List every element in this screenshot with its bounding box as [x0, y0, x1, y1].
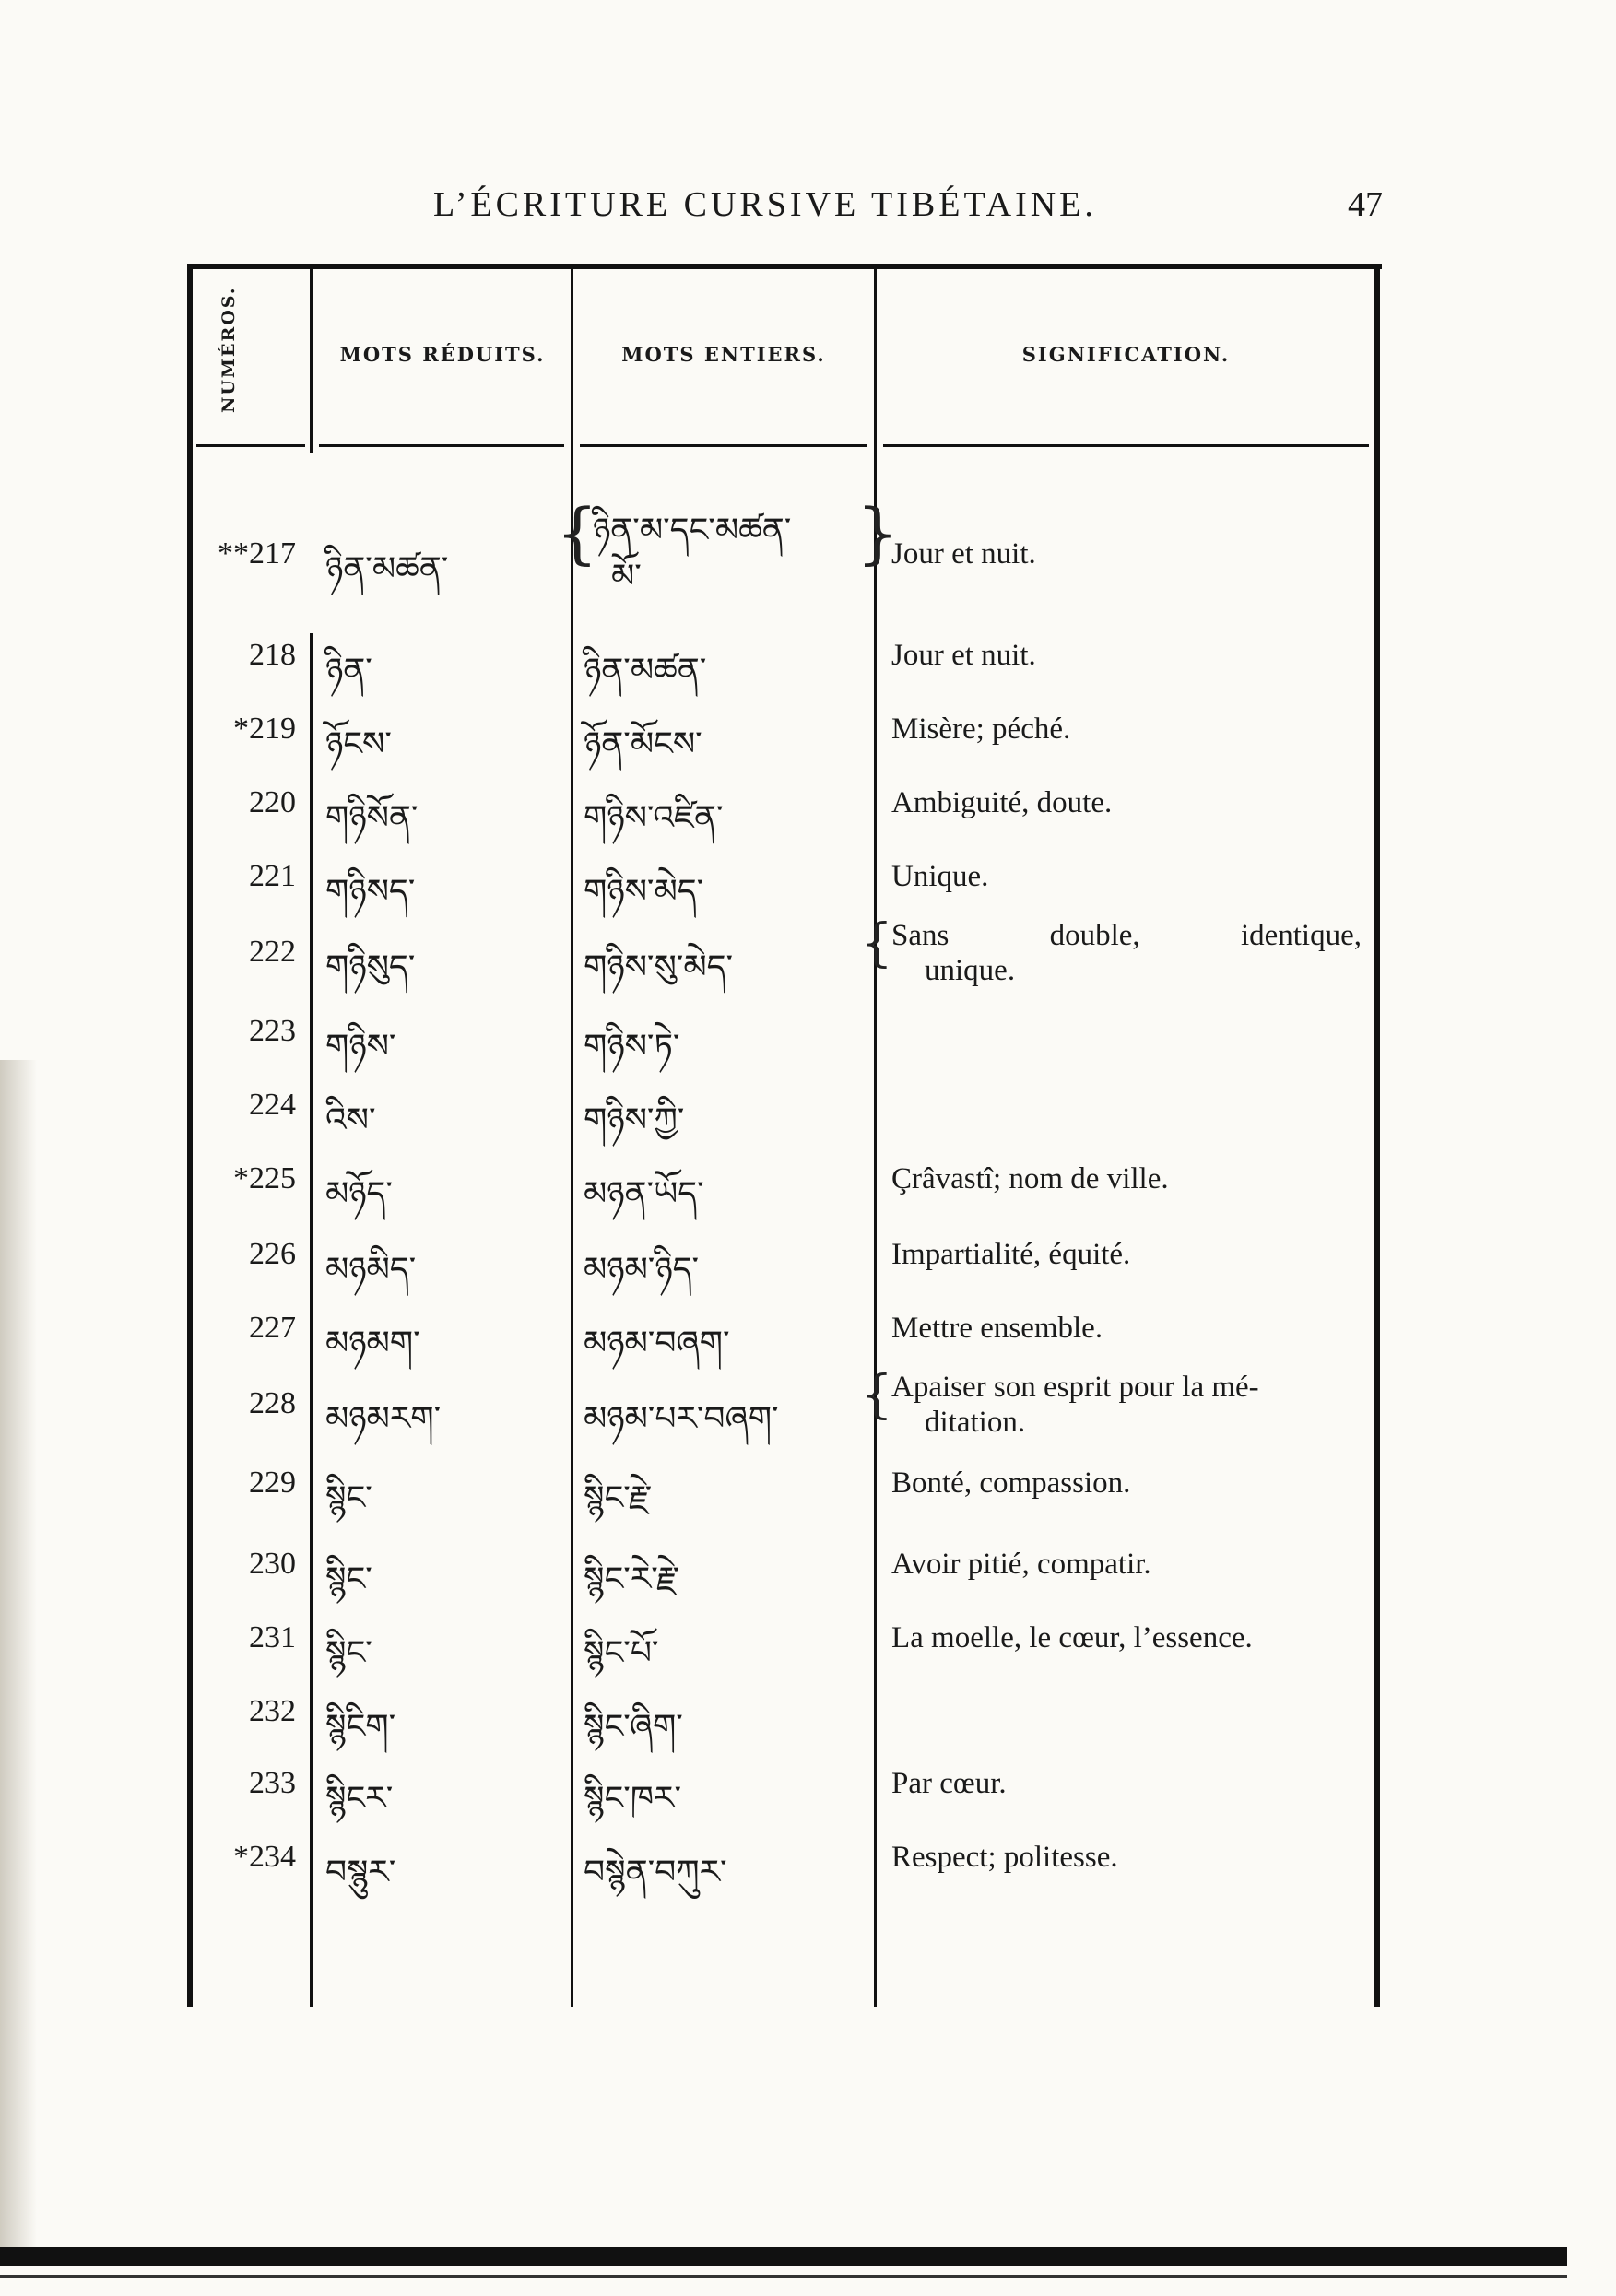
- full-word: སྙིང་ཞིག་: [584, 1708, 683, 1746]
- reduced-word: བསྙུར་: [325, 1854, 396, 1891]
- full-word: ཉོན་མོངས་: [584, 725, 702, 763]
- reduced-word: ཉིན་མཚན་: [325, 550, 449, 588]
- meaning: Unique.: [891, 860, 989, 893]
- meaning: Respect; politesse.: [891, 1841, 1118, 1874]
- meaning-continued: ditation.: [925, 1406, 1026, 1439]
- table-left-border: [187, 269, 193, 2007]
- meaning: Impartialité, équité.: [891, 1238, 1131, 1271]
- meaning: Par cœur.: [891, 1767, 1007, 1800]
- entry-number: 220: [249, 785, 296, 819]
- left-brace: {: [860, 1365, 893, 1425]
- entry-number: 230: [249, 1547, 296, 1581]
- full-word: མཉམ་ཉིད་: [584, 1251, 700, 1289]
- col-header-numeros: NUMÉROS.: [218, 286, 239, 413]
- entry-number: **217: [218, 536, 296, 571]
- meaning: Çrâvastî; nom de ville.: [891, 1162, 1169, 1195]
- entry-number: 226: [249, 1237, 296, 1271]
- full-word: ཉིན་མཚན་: [584, 652, 707, 689]
- entry-number: 228: [249, 1386, 296, 1420]
- entry-number: 232: [249, 1694, 296, 1728]
- header-rule-1: [196, 444, 305, 447]
- left-brace: {: [556, 494, 598, 571]
- full-word: གཉིས་འཛིན་: [584, 799, 724, 837]
- reduced-word: གཉིས་: [325, 1028, 396, 1066]
- meaning: Mettre ensemble.: [891, 1312, 1103, 1345]
- entry-number: *225: [233, 1161, 296, 1195]
- entry-number: 222: [249, 935, 296, 969]
- full-word: གཉིས་ཏེ་: [584, 1028, 680, 1066]
- reduced-word: འིས་: [325, 1101, 376, 1139]
- reduced-word: ཉོངས་: [325, 725, 392, 763]
- meaning-continued: unique.: [925, 954, 1016, 987]
- meaning: Ambiguité, doute.: [891, 786, 1113, 819]
- meaning: Bonté, compassion.: [891, 1466, 1131, 1500]
- entry-number: 224: [249, 1088, 296, 1122]
- reduced-word: སྙིངིག་: [325, 1708, 396, 1746]
- col-divider-1: [310, 269, 313, 453]
- entry-number: 221: [249, 859, 296, 893]
- meaning: Avoir pitié, compatir.: [891, 1548, 1151, 1581]
- full-word: མཉམ་བཞག་: [584, 1325, 730, 1362]
- meaning: Apaiser son esprit pour la mé-: [891, 1371, 1259, 1404]
- full-word-continued: མོ་: [611, 558, 642, 595]
- reduced-word: གཉིསུད་: [325, 948, 416, 986]
- full-word: སྙིང་པོ་: [584, 1634, 659, 1672]
- header-rule-3: [580, 444, 867, 447]
- reduced-word: མཉོད་: [325, 1175, 393, 1213]
- col-divider-1b: [310, 633, 313, 2007]
- header-rule-4: [883, 444, 1369, 447]
- reduced-word: ཉིན་: [325, 652, 372, 689]
- page-header: [0, 184, 1616, 240]
- entry-number: *234: [233, 1840, 296, 1874]
- entry-number: 231: [249, 1620, 296, 1654]
- entry-number: *219: [233, 712, 296, 746]
- full-word: གཉིས་མེད་: [584, 873, 704, 911]
- full-word: ཉིན་མ་དང་མཚན་: [593, 512, 792, 549]
- full-word: བསྙེན་བཀུར་: [584, 1854, 727, 1891]
- reduced-word: མཉམིད་: [325, 1251, 417, 1289]
- entry-number: 227: [249, 1311, 296, 1345]
- meaning: Jour et nuit.: [891, 639, 1036, 672]
- col-header-signification: SIGNIFICATION.: [1021, 343, 1231, 366]
- reduced-word: མཉམརག་: [325, 1400, 442, 1438]
- running-title: L’ÉCRITURE CURSIVE TIBÉTAINE.: [433, 185, 1097, 224]
- reduced-word: སྙིང་: [325, 1634, 372, 1672]
- page-number: 47: [1348, 185, 1383, 224]
- full-word: སྙིང་ཁར་: [584, 1780, 682, 1818]
- right-brace: }: [856, 494, 899, 571]
- entry-number: 218: [249, 638, 296, 672]
- meaning: La moelle, le cœur, l’essence.: [891, 1621, 1253, 1654]
- meaning: Jour et nuit.: [891, 537, 1036, 571]
- col-header-reduits: MOTS RÉDUITS.: [339, 343, 546, 366]
- col-header-entiers: MOTS ENTIERS.: [621, 343, 826, 366]
- full-word: མཉན་ཡོད་: [584, 1175, 704, 1213]
- entry-number: 223: [249, 1014, 296, 1048]
- entry-number: 233: [249, 1766, 296, 1800]
- meaning: Sans double, identique,: [891, 919, 1362, 952]
- left-brace: {: [860, 913, 893, 973]
- reduced-word: སྙིང་: [325, 1560, 372, 1598]
- page-spine-shadow: [0, 1060, 37, 2258]
- page-bottom-bar: [0, 2247, 1567, 2266]
- reduced-word: སྙིངར་: [325, 1780, 394, 1818]
- reduced-word: གཉིསོན་: [325, 799, 419, 837]
- full-word: མཉམ་པར་བཞག་: [584, 1400, 779, 1438]
- table-right-border: [1374, 269, 1380, 2007]
- word-table: [187, 264, 1382, 2007]
- reduced-word: སྙིང་: [325, 1479, 372, 1517]
- full-word: གཉིས་སུ་མེད་: [584, 948, 734, 986]
- reduced-word: གཉིསད་: [325, 873, 416, 911]
- meaning: Misère; péché.: [891, 712, 1071, 746]
- full-word: གཉིས་ཀྱི་: [584, 1101, 685, 1139]
- full-word: སྙིང་རྗེ་: [584, 1479, 653, 1517]
- entry-number: 229: [249, 1466, 296, 1500]
- header-rule-2: [319, 444, 564, 447]
- page-bottom-line: [0, 2275, 1567, 2278]
- reduced-word: མཉམག་: [325, 1325, 420, 1362]
- full-word: སྙིང་རེ་རྗེ་: [584, 1560, 680, 1598]
